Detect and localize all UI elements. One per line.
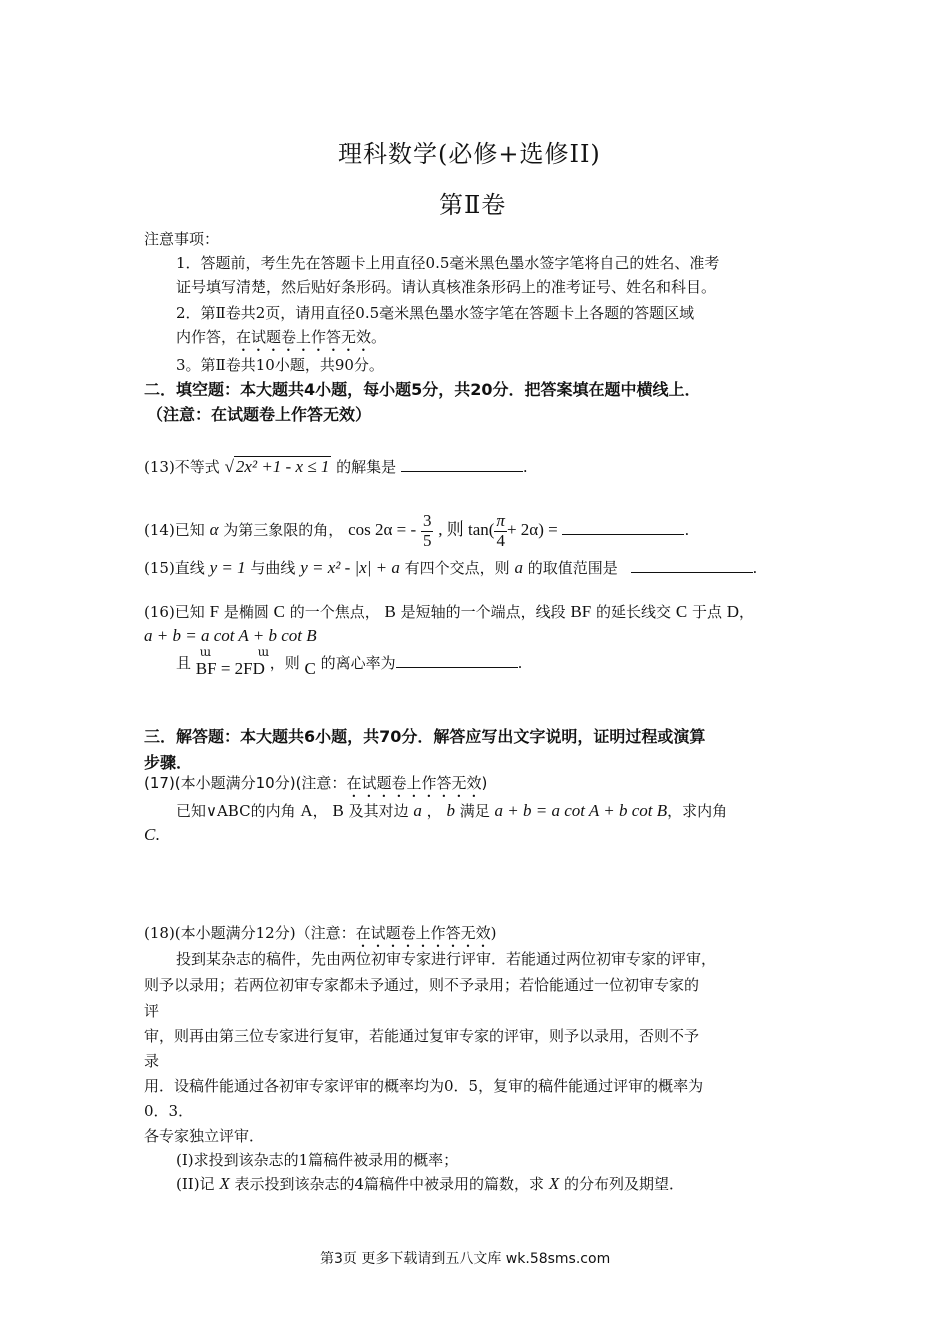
notice-heading: 注意事项： [144, 230, 220, 248]
q16-BF: BF [570, 602, 592, 621]
q17-comma-1: ， [312, 802, 328, 820]
q17-text-3: 满足 [459, 802, 490, 820]
question-13 [144, 456, 528, 477]
q17-A: A [300, 801, 313, 820]
q14-text-3: + 2α) = [506, 520, 558, 540]
q18-paragraph-3: 评 [144, 1002, 160, 1020]
q16-text-4: 的延长线交 [596, 603, 672, 621]
q17-label-text: (17)(本小题满分10分)(注意： [144, 774, 347, 792]
emphasis-text: 在试题卷上作答无效 [236, 328, 372, 346]
q15-curve: y = x² - |x| + a [300, 558, 400, 577]
q18-emphasis: 在试题卷上作答无效 [355, 924, 491, 942]
q16-and: 且 [176, 654, 192, 672]
q16-vector-text: BF = 2FD [195, 659, 265, 678]
q13-answer-blank[interactable] [401, 457, 523, 472]
q18-label [144, 922, 496, 951]
q16-C: C [273, 602, 285, 621]
q17-b: b [446, 801, 455, 820]
q16-D: D [726, 602, 740, 621]
q14-pi-fraction: $\frac{\pi}{4}$ [496, 511, 505, 550]
q16-answer-blank[interactable] [396, 653, 518, 668]
notice-item-2-line-2 [176, 326, 386, 355]
q16-text-6: ，则 [269, 654, 300, 672]
notice-item-1-line-1: 1．答题前，考生先在答题卡上用直径0.5毫米黑色墨水签字笔将自己的姓名、准考 [176, 254, 720, 272]
q17-comma-2: ， [426, 802, 442, 820]
q18-paragraph-8: 各专家独立评审． [144, 1127, 265, 1145]
q15-a: a [514, 558, 523, 577]
q13-end: . [522, 458, 528, 476]
section-3-heading-cont: 步骤． [144, 753, 193, 772]
q14-cos: cos 2α = - [348, 520, 417, 540]
q18-part-ii-a: (II)记 [176, 1175, 215, 1193]
q17-text-4: ，求内角 [667, 802, 728, 820]
q18-X-2: X [548, 1174, 560, 1193]
q16-text-2: 的一个焦点， [289, 603, 380, 621]
q16-text-1: 是椭圆 [223, 603, 269, 621]
q17-text-2: 及其对边 [348, 802, 409, 820]
q17-label [144, 772, 487, 801]
q16-line-3 [176, 645, 523, 678]
q16-label: (16)已知 [144, 603, 205, 621]
q16-text-7: 的离心率为 [320, 654, 396, 672]
q15-text-3: 的取值范围是 [527, 559, 618, 577]
q13-math: √ 2x² +1 - x ≤ 1 [224, 457, 330, 476]
q18-paragraph-4: 审，则再由第三位专家进行复审，若能通过复审专家的评审，则予以录用，否则不予 [144, 1027, 700, 1045]
q15-answer-blank[interactable] [631, 558, 753, 573]
q17-emphasis: 在试题卷上作答无效 [346, 774, 482, 792]
q16-equation: a + b = a cot A + b cot B [144, 626, 317, 645]
q15-text-1: 与曲线 [250, 559, 296, 577]
page-title: 理科数学(必修+选修II) [338, 140, 601, 168]
notice-item-2-line-1: 2．第Ⅱ卷共2页，请用直径0.5毫米黑色墨水签字笔在答题卡上各题的答题区域 [176, 304, 695, 322]
q17-paren: ) [481, 774, 488, 792]
q14-answer-blank[interactable] [562, 520, 684, 535]
q15-line: y = 1 [209, 558, 246, 577]
q14-text-1: 为第三象限的角， [223, 521, 344, 540]
q14-label: (14)已知 [144, 521, 205, 540]
q17-C: C. [144, 825, 160, 844]
q18-paragraph-7: 0．3． [144, 1102, 194, 1120]
q15-label: (15)直线 [144, 559, 205, 577]
q16-text-3: 是短轴的一个端点，线段 [400, 603, 566, 621]
q18-paragraph-6: 用．设稿件能通过各初审专家评审的概率均为0．5，复审的稿件能通过评审的概率为 [144, 1077, 704, 1095]
q17-text-1: 已知∨ABC的内角 [176, 802, 296, 820]
page-footer: 第3页 更多下载请到五八文库 wk.58sms.com [320, 1251, 611, 1267]
q13-suffix: 的解集是 [336, 458, 397, 476]
section-2-note: （注意：在试题卷上作答无效） [147, 405, 372, 424]
q17-a: a [413, 801, 422, 820]
q18-part-i: (I)求投到该杂志的1篇稿件被录用的概率； [176, 1151, 459, 1169]
q18-part-ii-b: 表示投到该杂志的4篇稿件中被录用的篇数，求 [234, 1175, 545, 1193]
q18-X: X [219, 1174, 230, 1193]
punctuation: 。 [371, 328, 387, 346]
q18-part-ii-c: 的分布列及期望． [564, 1175, 685, 1193]
notice-item-3: 3。第Ⅱ卷共10小题，共90分。 [176, 356, 384, 374]
q16-B: B [384, 602, 396, 621]
q16-C-3: C [304, 659, 316, 678]
q18-label-text: (18)(本小题满分12分)（注意： [144, 924, 356, 942]
q16-vector-eq [195, 645, 270, 679]
q17-B: B [332, 801, 344, 820]
page-subtitle: 第Ⅱ卷 [439, 191, 507, 219]
q17-equation: a + b = a cot A + b cot B [494, 801, 668, 820]
q14-fraction: $\frac{3}{5}$ [422, 511, 432, 550]
q18-paren: ) [490, 924, 497, 942]
q13-label: (13)不等式 [144, 458, 220, 476]
q16-comma: ， [739, 603, 755, 621]
q14-alpha: α [209, 520, 219, 540]
q18-part-ii [176, 1173, 684, 1194]
question-16 [144, 601, 754, 622]
q15-text-2: 有四个交点，则 [404, 559, 510, 577]
section-2-heading: 二．填空题：本大题共4小题，每小题5分，共20分．把答案填在题中横线上． [144, 380, 701, 399]
q18-paragraph-2: 则予以录用；若两位初审专家都未予通过，则不予录用；若恰能通过一位初审专家的 [144, 976, 700, 994]
notice-item-1-line-2: 证号填写清楚，然后贴好条形码。请认真核准条形码上的准考证号、姓名和科目。 [176, 278, 717, 296]
notice-item-2-text: 内作答， [176, 328, 237, 346]
q17-body [176, 800, 727, 821]
section-3-heading: 三．解答题：本大题共6小题，共70分．解答应写出文字说明，证明过程或演算 [144, 727, 706, 746]
question-15 [144, 557, 757, 578]
question-14 [144, 512, 689, 550]
q14-end: . [684, 521, 690, 540]
q18-paragraph-1: 投到某杂志的稿件，先由两位初审专家进行评审．若能通过两位初审专家的评审， [176, 950, 717, 968]
q14-tan: , 则 tan( [438, 520, 495, 540]
q16-end: . [517, 654, 523, 672]
q16-text-5: 于点 [691, 603, 722, 621]
vector-arrow-2: ɯ [257, 645, 270, 659]
q16-C-2: C [675, 602, 688, 621]
q16-F: F [209, 602, 220, 621]
q15-end: . [752, 559, 758, 577]
vector-arrow-1: ɯ [199, 645, 212, 659]
q18-paragraph-5: 录 [144, 1052, 160, 1070]
